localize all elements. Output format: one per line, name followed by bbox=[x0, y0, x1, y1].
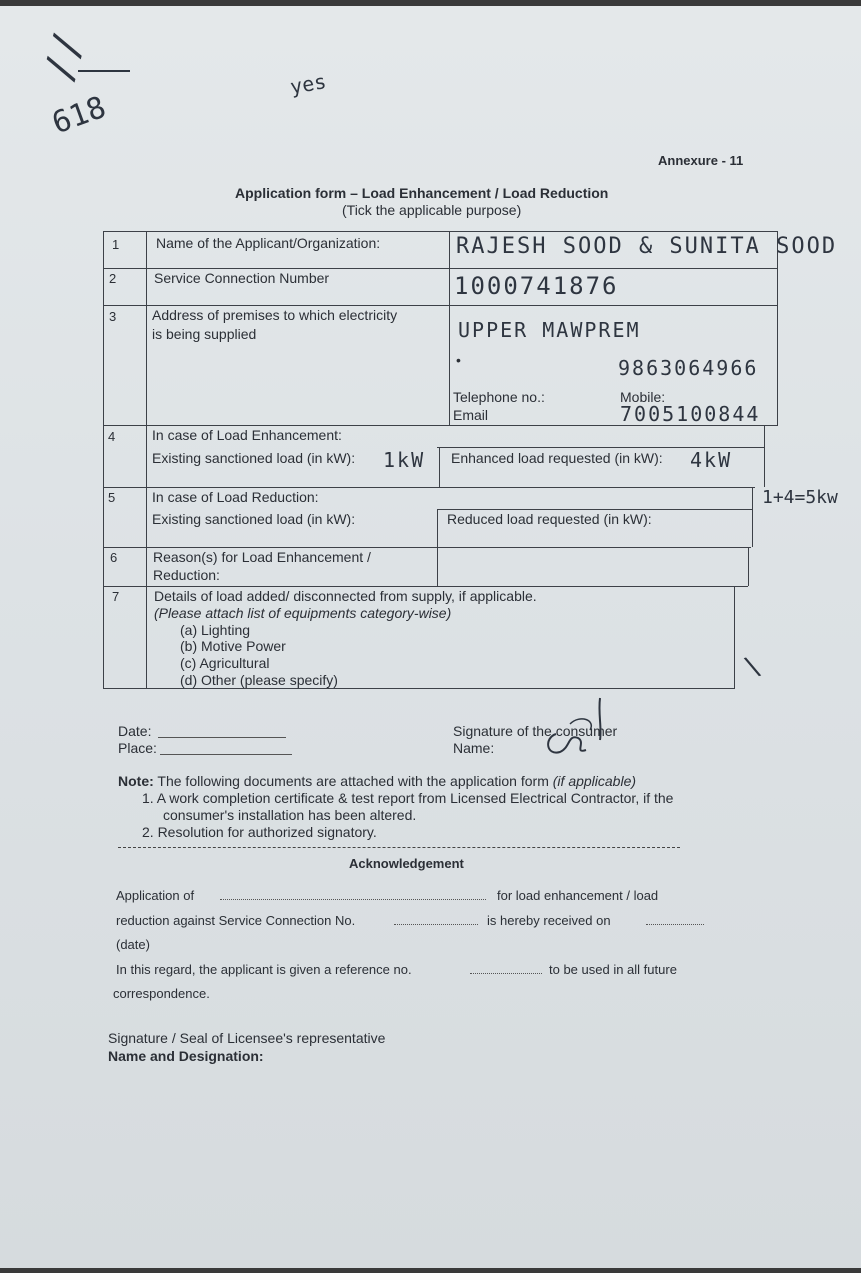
row-4-heading: In case of Load Enhancement: bbox=[152, 427, 342, 443]
row-4-enhanced-label: Enhanced load requested (in kW): bbox=[451, 450, 663, 466]
row-2-label: Service Connection Number bbox=[154, 270, 330, 286]
place-label: Place: bbox=[118, 740, 157, 756]
row-1-number: 1 bbox=[112, 237, 120, 252]
row-5-number: 5 bbox=[108, 490, 116, 505]
ack-line1-b: for load enhancement / load bbox=[497, 888, 659, 903]
row-7-item-other: (d) Other (please specify) bbox=[180, 672, 338, 688]
row-7-number: 7 bbox=[112, 589, 120, 604]
document-page bbox=[0, 6, 861, 1268]
row-6-line1: Reason(s) for Load Enhancement / bbox=[153, 549, 371, 565]
row-3-label-line1: Address of premises to which electricity bbox=[152, 307, 398, 323]
row-6-line2: Reduction: bbox=[153, 567, 220, 583]
ack-line3: (date) bbox=[116, 937, 150, 952]
tick-mark: \ bbox=[741, 650, 765, 684]
margin-mark-slash: // bbox=[35, 27, 93, 87]
ack-line2-a: reduction against Service Connection No. bbox=[116, 913, 356, 928]
separator-line bbox=[118, 847, 680, 848]
form-title: Application form – Load Enhancement / Load Reduction bbox=[235, 185, 609, 201]
handwritten-enhanced-load: 4kW bbox=[690, 448, 733, 472]
date-line bbox=[158, 737, 286, 738]
date-label: Date: bbox=[118, 723, 152, 739]
margin-mark-dash bbox=[78, 70, 130, 72]
handwritten-margin-number: 618 bbox=[47, 89, 111, 142]
ack-reference-blank bbox=[470, 973, 542, 974]
row-3-mobile-label: Mobile: bbox=[620, 389, 666, 405]
row-3-number: 3 bbox=[109, 309, 117, 324]
ack-application-blank bbox=[220, 899, 486, 900]
acknowledgement-title: Acknowledgement bbox=[349, 856, 464, 871]
note-item-2: 2. Resolution for authorized signatory. bbox=[142, 824, 377, 840]
ack-line2-b: is hereby received on bbox=[487, 913, 611, 928]
ack-line4-b: to be used in all future bbox=[549, 962, 677, 977]
handwritten-load-calculation: 1+4=5kw bbox=[762, 487, 838, 508]
handwritten-service-connection-no: 1000741876 bbox=[454, 272, 619, 300]
consumer-signature-scribble bbox=[540, 694, 610, 764]
handwritten-note-yes: yes bbox=[288, 69, 328, 99]
row-7-item-agricultural: (c) Agricultural bbox=[180, 655, 270, 671]
row-3-telephone-label: Telephone no.: bbox=[453, 389, 545, 405]
ack-line1-a: Application of bbox=[116, 888, 195, 903]
note-item-1-line1: 1. A work completion certificate & test report from Licensed Electrical Contractor, if the bbox=[142, 790, 674, 806]
form-subtitle: (Tick the applicable purpose) bbox=[342, 202, 522, 218]
row-6-number: 6 bbox=[110, 550, 118, 565]
handwritten-mobile-number: 7005100844 bbox=[620, 402, 761, 426]
row-3-bullet: • bbox=[456, 352, 461, 368]
handwritten-existing-load: 1kW bbox=[383, 448, 426, 472]
ack-line4-a: In this regard, the applicant is given a reference no. bbox=[116, 962, 412, 977]
annexure-label: Annexure - 11 bbox=[658, 153, 744, 168]
row-4-existing-label: Existing sanctioned load (in kW): bbox=[152, 450, 356, 466]
row-3-email-label: Email bbox=[453, 407, 489, 423]
handwritten-address: UPPER MAWPREM bbox=[458, 318, 641, 342]
note-text: Note: The following documents are attached with the application form (if applicable) bbox=[118, 773, 637, 789]
row-4-number: 4 bbox=[108, 429, 116, 444]
ack-connection-no-blank bbox=[394, 924, 478, 925]
handwritten-applicant-name: RAJESH SOOD & SUNITA SOOD bbox=[456, 234, 838, 259]
ack-line5: correspondence. bbox=[113, 986, 210, 1001]
row-3-label-line2: is being supplied bbox=[152, 326, 257, 342]
row-1-label: Name of the Applicant/Organization: bbox=[156, 235, 381, 251]
row-7-item-motive-power: (b) Motive Power bbox=[180, 638, 286, 654]
licensee-signature-label: Signature / Seal of Licensee's representative bbox=[108, 1030, 386, 1046]
ack-date-blank bbox=[646, 924, 704, 925]
row-7-line2: (Please attach list of equipments category-wise) bbox=[154, 605, 452, 621]
row-5-existing-label: Existing sanctioned load (in kW): bbox=[152, 511, 356, 527]
note-item-1-line2: consumer's installation has been altered. bbox=[163, 807, 417, 823]
consumer-signature-label: Signature of the consumer bbox=[453, 723, 618, 739]
row-7-item-lighting: (a) Lighting bbox=[180, 622, 251, 638]
row-5-heading: In case of Load Reduction: bbox=[152, 489, 319, 505]
handwritten-phone-number: 9863064966 bbox=[618, 356, 759, 380]
consumer-name-label: Name: bbox=[453, 740, 495, 756]
row-7-line1: Details of load added/ disconnected from supply, if applicable. bbox=[154, 588, 537, 604]
row-2-number: 2 bbox=[109, 271, 117, 286]
row-5-reduced-label: Reduced load requested (in kW): bbox=[447, 511, 652, 527]
place-line bbox=[160, 754, 292, 755]
name-designation-label: Name and Designation: bbox=[108, 1048, 264, 1064]
